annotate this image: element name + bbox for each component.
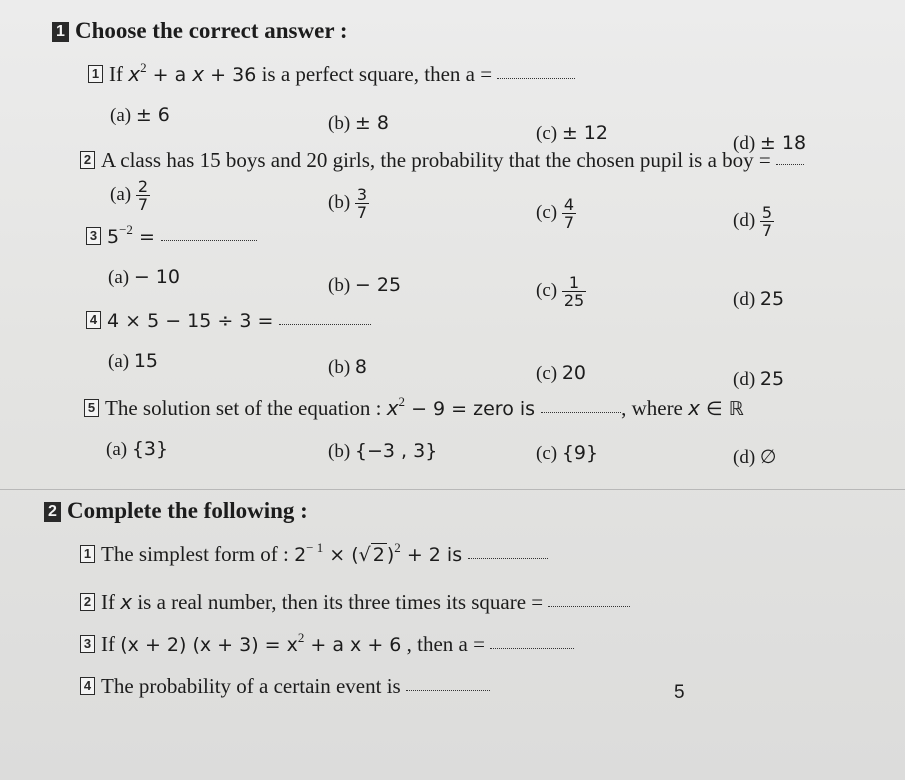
question-2 [80, 148, 804, 173]
complete-item-4 [80, 674, 490, 699]
question-1-number: 1 [88, 65, 103, 83]
option-value: ± 6 [135, 104, 170, 126]
q2-option-b[interactable] [328, 186, 369, 221]
q4-option-c[interactable] [536, 362, 586, 385]
answer-blank[interactable] [279, 324, 371, 325]
item-3-exp: 2 [297, 630, 305, 645]
item-1-exp-2: 2 [394, 540, 401, 555]
fraction [136, 178, 150, 213]
fraction-numerator: 3 [356, 185, 368, 204]
question-2-text: A class has 15 boys and 20 girls, the probability that the chosen pupil is a boy = [101, 148, 777, 172]
q5-option-a[interactable] [106, 438, 168, 461]
option-label: (b) [328, 191, 351, 213]
option-label: (a) [110, 183, 132, 205]
option-label: (d) [733, 209, 756, 231]
item-3-number: 3 [80, 635, 95, 653]
q1-option-c[interactable] [536, 122, 608, 145]
question-1 [88, 60, 575, 87]
option-value: ∅ [759, 446, 777, 468]
option-label: (b) [328, 113, 351, 134]
fraction-numerator: 2 [137, 177, 149, 196]
complete-item-2 [80, 590, 630, 615]
item-3-text-a: If [101, 632, 121, 656]
section-2-badge: 2 [44, 502, 61, 522]
option-label: (d) [733, 369, 756, 390]
question-5-domain: ∈ ℝ [699, 398, 744, 420]
fraction [760, 204, 774, 239]
answer-blank[interactable] [497, 78, 575, 79]
option-value: {3} [131, 438, 169, 460]
q5-option-d[interactable] [733, 446, 776, 469]
option-label: (d) [733, 289, 756, 310]
q4-option-d[interactable] [733, 368, 784, 391]
question-5-text-a: The solution set of the equation : [105, 396, 387, 420]
question-5-number: 5 [84, 399, 99, 417]
question-1-text-d: is a perfect square, then a = [256, 62, 498, 86]
option-label: (c) [536, 123, 558, 144]
option-value: 20 [561, 362, 587, 384]
item-1-times: × ( [323, 544, 359, 566]
question-3-base: 5 [107, 226, 120, 248]
q4-option-a[interactable] [108, 350, 158, 373]
answer-blank[interactable] [406, 690, 490, 691]
question-4-expression: 4 × 5 − 15 ÷ 3 = [107, 310, 280, 332]
answer-blank[interactable] [468, 558, 548, 559]
option-value: 15 [133, 350, 159, 372]
section-2-title: Complete the following : [67, 498, 308, 523]
option-value: {−3 , 3} [354, 440, 438, 462]
option-label: (d) [733, 447, 756, 468]
answer-blank[interactable] [490, 648, 574, 649]
option-label: (a) [108, 267, 130, 288]
fraction-denominator: 7 [137, 195, 149, 214]
q2-option-d[interactable] [733, 204, 774, 239]
option-label: (c) [536, 363, 558, 384]
item-2-text-a: If [101, 590, 121, 614]
q2-option-c[interactable] [536, 196, 576, 231]
question-1-text-b: + a [146, 64, 193, 86]
q5-option-c[interactable] [536, 442, 598, 465]
option-value: {9} [561, 442, 599, 464]
option-label: (c) [536, 201, 558, 223]
question-4-number: 4 [86, 311, 101, 329]
question-1-text-c: + 36 [204, 64, 257, 86]
item-1-number: 1 [80, 545, 95, 563]
option-value: ± 12 [561, 122, 608, 144]
option-label: (a) [106, 439, 128, 460]
answer-blank[interactable] [548, 606, 630, 607]
fraction-denominator: 7 [356, 203, 368, 222]
item-1-base: 2 [294, 544, 307, 566]
item-4-text: The probability of a certain event is [101, 674, 406, 698]
fraction-denominator: 25 [563, 291, 585, 310]
question-5 [84, 394, 744, 421]
option-label: (d) [733, 133, 756, 154]
option-label: (c) [536, 443, 558, 464]
item-1-exp: − 1 [306, 540, 324, 555]
option-value: 25 [759, 288, 785, 310]
option-value: ± 18 [759, 132, 807, 154]
question-2-number: 2 [80, 151, 95, 169]
item-4-number: 4 [80, 677, 95, 695]
q3-option-b[interactable] [328, 274, 401, 297]
item-3-text-b: , then a = [401, 632, 491, 656]
question-1-var-2: x [192, 62, 205, 86]
q2-option-a[interactable] [110, 178, 150, 213]
fraction-numerator: 4 [563, 195, 575, 214]
option-label: (a) [108, 351, 130, 372]
option-value: − 10 [133, 266, 180, 288]
fraction [562, 196, 576, 231]
option-label: (b) [328, 275, 351, 296]
question-5-text-c: , where [621, 396, 689, 420]
q3-option-d[interactable] [733, 288, 784, 311]
question-3-equals: = [132, 226, 161, 248]
option-label: (a) [110, 105, 132, 126]
question-5-var: x [386, 396, 399, 420]
question-1-exp: 2 [140, 60, 147, 75]
option-value: 25 [759, 368, 785, 390]
q3-option-c[interactable] [536, 274, 586, 309]
item-1-close-paren: ) [386, 544, 395, 566]
item-3-expression: (x + 2) (x + 3) = x [120, 634, 298, 656]
question-5-text-b: − 9 = zero is [405, 398, 542, 420]
answer-blank[interactable] [776, 164, 804, 165]
sqrt-sign: √ [358, 544, 371, 566]
question-3-number: 3 [86, 227, 101, 245]
fraction-denominator: 7 [761, 221, 773, 240]
item-1-tail: + 2 is [400, 544, 469, 566]
page-number: 5 [674, 682, 685, 703]
item-3-expression-2: + a x + 6 [304, 634, 402, 656]
section-1-badge: 1 [52, 22, 69, 42]
section-divider [0, 489, 905, 490]
complete-item-3 [80, 630, 574, 657]
option-label: (b) [328, 357, 351, 378]
item-1-text: The simplest form of : [101, 542, 295, 566]
question-1-var: x [128, 62, 141, 86]
question-3 [86, 222, 257, 249]
section-1-title: Choose the correct answer : [75, 18, 348, 43]
option-value: − 25 [354, 274, 402, 296]
answer-blank[interactable] [541, 412, 621, 413]
option-value: ± 8 [354, 112, 389, 134]
item-2-number: 2 [80, 593, 95, 611]
q5-option-b[interactable] [328, 440, 437, 463]
question-5-var-2: x [688, 396, 700, 420]
question-3-exp: −2 [119, 222, 133, 237]
fraction-numerator: 5 [761, 203, 773, 222]
question-5-exp: 2 [398, 394, 406, 409]
option-label: (c) [536, 279, 558, 301]
q1-option-b[interactable] [328, 112, 389, 135]
question-1-text-a: If [109, 62, 129, 86]
option-value: 8 [354, 356, 367, 378]
answer-blank[interactable] [161, 240, 257, 241]
item-2-var: x [120, 590, 133, 614]
q3-option-a[interactable] [108, 266, 180, 289]
option-label: (b) [328, 441, 351, 462]
section-2-heading [44, 498, 308, 524]
fraction-numerator: 1 [562, 274, 586, 292]
q4-option-b[interactable] [328, 356, 367, 379]
fraction-denominator: 7 [563, 213, 575, 232]
fraction [562, 274, 586, 309]
fraction [355, 186, 369, 221]
item-1-radicand: 2 [372, 544, 385, 566]
complete-item-1 [80, 540, 548, 567]
question-4 [86, 308, 371, 333]
item-2-text-b: is a real number, then its three times its square = [132, 590, 549, 614]
q1-option-a[interactable] [110, 104, 170, 127]
section-1-heading [52, 18, 348, 44]
